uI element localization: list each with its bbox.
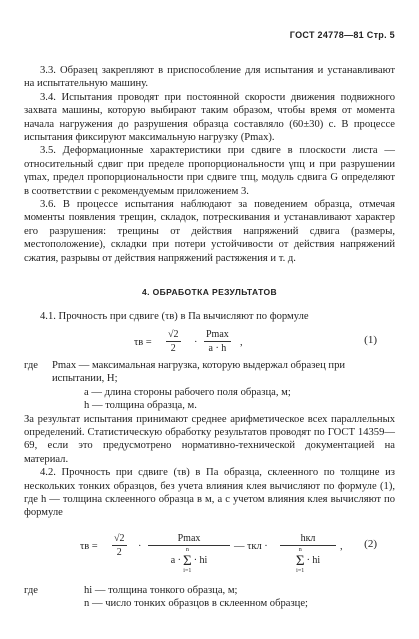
def-hi: hi — толщина тонкого образца, м; xyxy=(84,584,238,596)
formula-2-sum-1 xyxy=(183,547,192,575)
formula-1-lhs: τв = xyxy=(134,336,152,348)
formula-1-frac1-num: √2 xyxy=(168,328,179,340)
formula-2-sum-2-sign: Σ xyxy=(295,552,305,569)
formula-2-frac3-den xyxy=(280,546,336,575)
formula-2-sum-2 xyxy=(296,547,305,575)
formula-2-fraction-load xyxy=(148,533,230,575)
formula-1-dot: · xyxy=(194,336,198,348)
def-pmax: Pmax — максимальная нагрузка, которую выдержал образец при испытании, Н; xyxy=(52,359,346,385)
formula-1 xyxy=(24,327,395,357)
formula-1-fraction-sqrt xyxy=(166,329,181,354)
formula-2-den-a: a · xyxy=(170,555,181,567)
formula-2-fraction-sqrt xyxy=(112,533,127,558)
document-body xyxy=(24,64,395,611)
formula-1-tail: , xyxy=(240,336,243,348)
formula-2-sum-1-sign: Σ xyxy=(182,552,192,569)
def-h: h — толщина образца, м. xyxy=(84,400,197,412)
def-a: a — длина стороны рабочего поля образца, м; xyxy=(84,386,291,398)
formula-2-sum-2-term: · hi xyxy=(306,555,321,567)
formula-2-lhs: τв = xyxy=(80,540,98,552)
formula-2-sum-1-bottom: i=1 xyxy=(183,567,192,574)
page-header: ГОСТ 24778—81 Стр. 5 xyxy=(289,30,395,40)
def-n: n — число тонких образцов в склеенном образце; xyxy=(84,598,308,610)
paragraph-4-1: 4.1. Прочность при сдвиге (τв) в Па вычисляют по формуле xyxy=(40,310,309,322)
formula-2 xyxy=(24,526,395,578)
paragraph-result: За результат испытания принимают среднее арифметическое всех параллельных определений. Статистическую обработку результатов проводят по ГОСТ 14359—69, если это предусмотрено нормативно-технической документацией на материал. xyxy=(24,413,395,465)
section-heading: 4. ОБРАБОТКА РЕЗУЛЬТАТОВ xyxy=(141,287,278,298)
where-label: где xyxy=(24,359,38,371)
formula-2-frac2-den xyxy=(148,546,230,575)
formula-2-sum-2-bottom: i=1 xyxy=(296,567,305,574)
paragraph-3-5: 3.5. Деформационные характеристики при сдвиге в плоскости листа — относительный сдвиг при пределе пропорциональности γпц и при разрушении γmax, предел пропорциональности при сдвиге τпц, модуль сдвига G определяют в соответствии с рекомендуемым приложением 3. xyxy=(24,145,395,197)
formula-2-sum-1-top: n xyxy=(185,546,189,553)
formula-1-frac2-num: Pmax xyxy=(206,328,229,340)
formula-1-fraction-load xyxy=(204,329,231,354)
formula-1-definitions xyxy=(24,359,395,413)
formula-2-frac2-num: Pmax xyxy=(148,533,230,546)
formula-1-frac2-den: a · h xyxy=(208,342,227,354)
where-label-2: где xyxy=(24,584,38,596)
formula-2-frac3-num: hкл xyxy=(280,533,336,546)
formula-2-number: (2) xyxy=(364,537,377,550)
formula-2-sum-2-top: n xyxy=(298,546,302,553)
formula-1-frac1-den: 2 xyxy=(170,342,176,354)
paragraph-4-2: 4.2. Прочность при сдвиге (τв) в Па образца, склеенного по толщине из нескольких тонких образцов, без учета влияния клея вычисляют по формуле (1), где h — толщина склеенного образца в м, а с учетом влияния клея вычисляют по формуле xyxy=(24,467,395,519)
formula-2-frac1-num: √2 xyxy=(114,532,125,544)
formula-2-frac1-den: 2 xyxy=(116,546,122,558)
formula-1-number: (1) xyxy=(364,333,377,346)
paragraph-3-3: 3.3. Образец закрепляют в приспособление для испытания и устанавливают на испытательную машину. xyxy=(24,65,395,90)
formula-2-dot: · xyxy=(138,540,142,552)
formula-2-fraction-glue xyxy=(280,533,336,575)
paragraph-3-6: 3.6. В процессе испытания наблюдают за поведением образца, отмечая моменты появления трещин, складок, потрескивания и устанавливают характер его разрушения: трещины от действия напряжений сдвига (размеры, местоположение), складки при потери устойчивости от действия напряжений сжатия, разрывы от действия напряжений растяжения и т. д. xyxy=(24,199,395,264)
formula-2-definitions xyxy=(24,584,395,611)
formula-2-minus: — τкл · xyxy=(234,540,268,552)
formula-2-sum-1-term: · hi xyxy=(193,555,208,567)
paragraph-3-4: 3.4. Испытания проводят при постоянной скорости движения подвижного захвата машины, которую выбирают таким образом, чтобы время от момента начала нагружения до разрушения образца составляло (60±30) с. В процессе испытания фиксируют максимальную нагрузку (Pmax). xyxy=(24,91,395,144)
formula-2-tail: , xyxy=(340,540,343,552)
